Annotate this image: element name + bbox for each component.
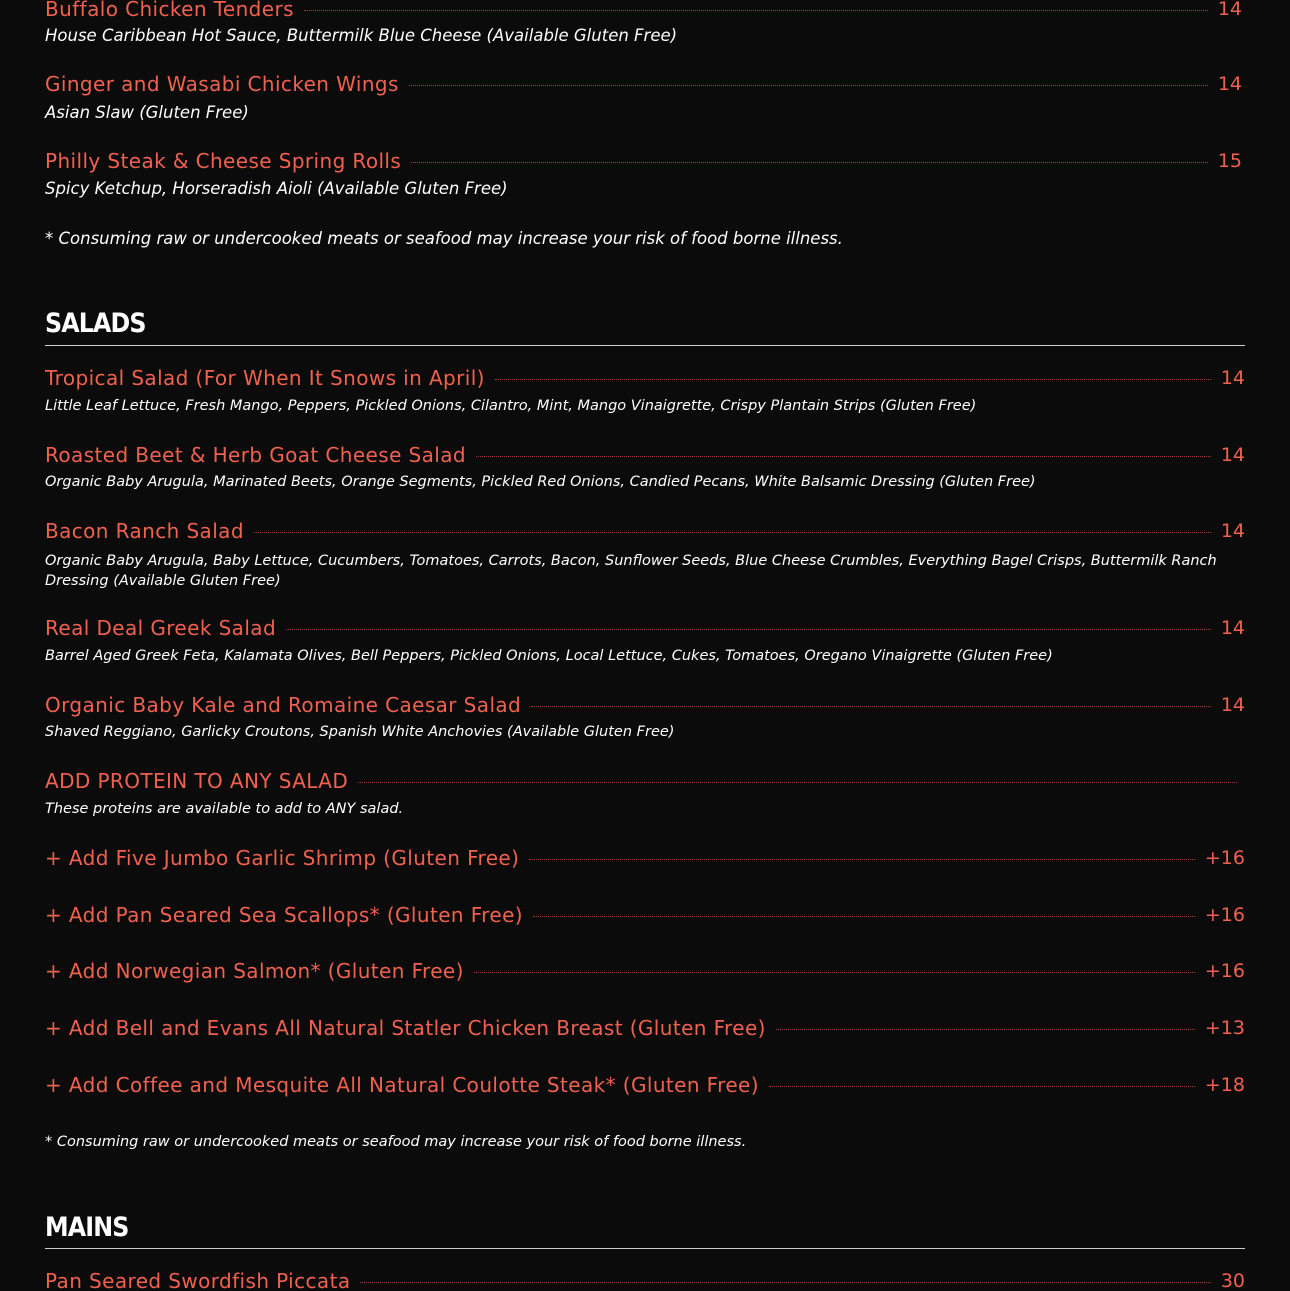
menu-item xyxy=(45,366,1245,390)
dotted-leader xyxy=(476,456,1211,457)
section-divider xyxy=(45,345,1245,346)
menu-item xyxy=(45,149,1242,173)
menu-item xyxy=(45,72,1242,96)
item-name: Buffalo Chicken Tenders xyxy=(45,0,294,21)
dotted-leader xyxy=(531,706,1211,707)
item-description: Little Leaf Lettuce, Fresh Mango, Peppers, Pickled Onions, Cilantro, Mint, Mango Vinaigrette, Crispy Plantain Strips (Gluten Free) xyxy=(45,398,977,414)
item-description: Organic Baby Arugula, Marinated Beets, Orange Segments, Pickled Red Onions, Candied Pecans, White Balsamic Dressing (Gluten Free) xyxy=(45,474,1036,490)
dotted-leader xyxy=(358,782,1237,783)
item-name: Bacon Ranch Salad xyxy=(45,519,244,543)
item-price: 15 xyxy=(1217,150,1242,172)
item-description: Barrel Aged Greek Feta, Kalamata Olives, Bell Peppers, Pickled Onions, Local Lettuce, Cukes, Tomatoes, Oregano Vinaigrette (Gluten Free) xyxy=(45,648,1053,664)
item-name: Organic Baby Kale and Romaine Caesar Salad xyxy=(45,693,522,717)
dotted-leader xyxy=(254,532,1211,533)
menu-item xyxy=(45,519,1245,543)
dotted-leader xyxy=(409,85,1208,86)
item-description: Spicy Ketchup, Horseradish Aioli (Available Gluten Free) xyxy=(45,179,508,198)
menu-item xyxy=(45,1269,1245,1291)
protein-name: + Add Bell and Evans All Natural Statler Chicken Breast (Gluten Free) xyxy=(45,1016,766,1040)
dotted-leader xyxy=(495,379,1211,380)
protein-option xyxy=(45,846,1245,870)
protein-name: + Add Pan Seared Sea Scallops* (Gluten Free) xyxy=(45,903,523,927)
section-title-mains: MAINS xyxy=(45,1212,129,1243)
protein-price: +16 xyxy=(1204,960,1245,982)
protein-header xyxy=(45,769,1237,793)
menu-item xyxy=(45,0,1242,21)
protein-option xyxy=(45,1073,1245,1097)
dotted-leader xyxy=(474,972,1195,973)
protein-option xyxy=(45,903,1245,927)
item-description: Asian Slaw (Gluten Free) xyxy=(45,103,249,122)
item-description: Shaved Reggiano, Garlicky Croutons, Spanish White Anchovies (Available Gluten Free) xyxy=(45,724,675,740)
item-name: Tropical Salad (For When It Snows in April) xyxy=(45,366,485,390)
protein-name: + Add Coffee and Mesquite All Natural Coulotte Steak* (Gluten Free) xyxy=(45,1073,759,1097)
protein-header-description: These proteins are available to add to ANY salad. xyxy=(45,801,404,817)
item-price: 14 xyxy=(1220,444,1245,466)
dotted-leader xyxy=(286,629,1211,630)
item-description: House Caribbean Hot Sauce, Buttermilk Blue Cheese (Available Gluten Free) xyxy=(45,26,678,45)
protein-price: +16 xyxy=(1204,847,1245,869)
item-name: Real Deal Greek Salad xyxy=(45,616,277,640)
item-price: 14 xyxy=(1220,520,1245,542)
dotted-leader xyxy=(411,162,1208,163)
item-description: Organic Baby Arugula, Baby Lettuce, Cucumbers, Tomatoes, Carrots, Bacon, Sunflower Seeds, Blue Cheese Crumbles, Everything Bagel Crisps, Buttermilk Ranch Dressing (Available Gluten Free) xyxy=(45,553,1217,589)
dotted-leader xyxy=(776,1029,1195,1030)
item-price: 30 xyxy=(1220,1270,1245,1291)
section-title-salads: SALADS xyxy=(45,308,146,339)
food-safety-note: * Consuming raw or undercooked meats or seafood may increase your risk of food borne illness. xyxy=(45,229,843,248)
menu-item xyxy=(45,443,1245,467)
protein-option xyxy=(45,959,1245,983)
protein-price: +13 xyxy=(1204,1017,1245,1039)
item-price: 14 xyxy=(1220,617,1245,639)
item-name: Pan Seared Swordfish Piccata xyxy=(45,1269,351,1291)
protein-name: + Add Norwegian Salmon* (Gluten Free) xyxy=(45,959,464,983)
item-name: Ginger and Wasabi Chicken Wings xyxy=(45,72,399,96)
item-price: 14 xyxy=(1220,694,1245,716)
dotted-leader xyxy=(533,916,1195,917)
protein-name: + Add Five Jumbo Garlic Shrimp (Gluten Free) xyxy=(45,846,520,870)
dotted-leader xyxy=(769,1086,1195,1087)
protein-price: +16 xyxy=(1204,904,1245,926)
menu-item xyxy=(45,616,1245,640)
protein-price: +18 xyxy=(1204,1074,1245,1096)
item-name: Roasted Beet & Herb Goat Cheese Salad xyxy=(45,443,466,467)
section-divider xyxy=(45,1248,1245,1249)
item-price: 14 xyxy=(1217,0,1242,20)
dotted-leader xyxy=(529,859,1195,860)
item-price: 14 xyxy=(1220,367,1245,389)
protein-option xyxy=(45,1016,1245,1040)
dotted-leader xyxy=(304,10,1208,11)
item-price: 14 xyxy=(1217,73,1242,95)
dotted-leader xyxy=(360,1282,1210,1283)
menu-item xyxy=(45,693,1245,717)
item-name: Philly Steak & Cheese Spring Rolls xyxy=(45,149,402,173)
protein-header-title: ADD PROTEIN TO ANY SALAD xyxy=(45,769,349,793)
food-safety-note: * Consuming raw or undercooked meats or seafood may increase your risk of food borne illness. xyxy=(45,1134,747,1150)
